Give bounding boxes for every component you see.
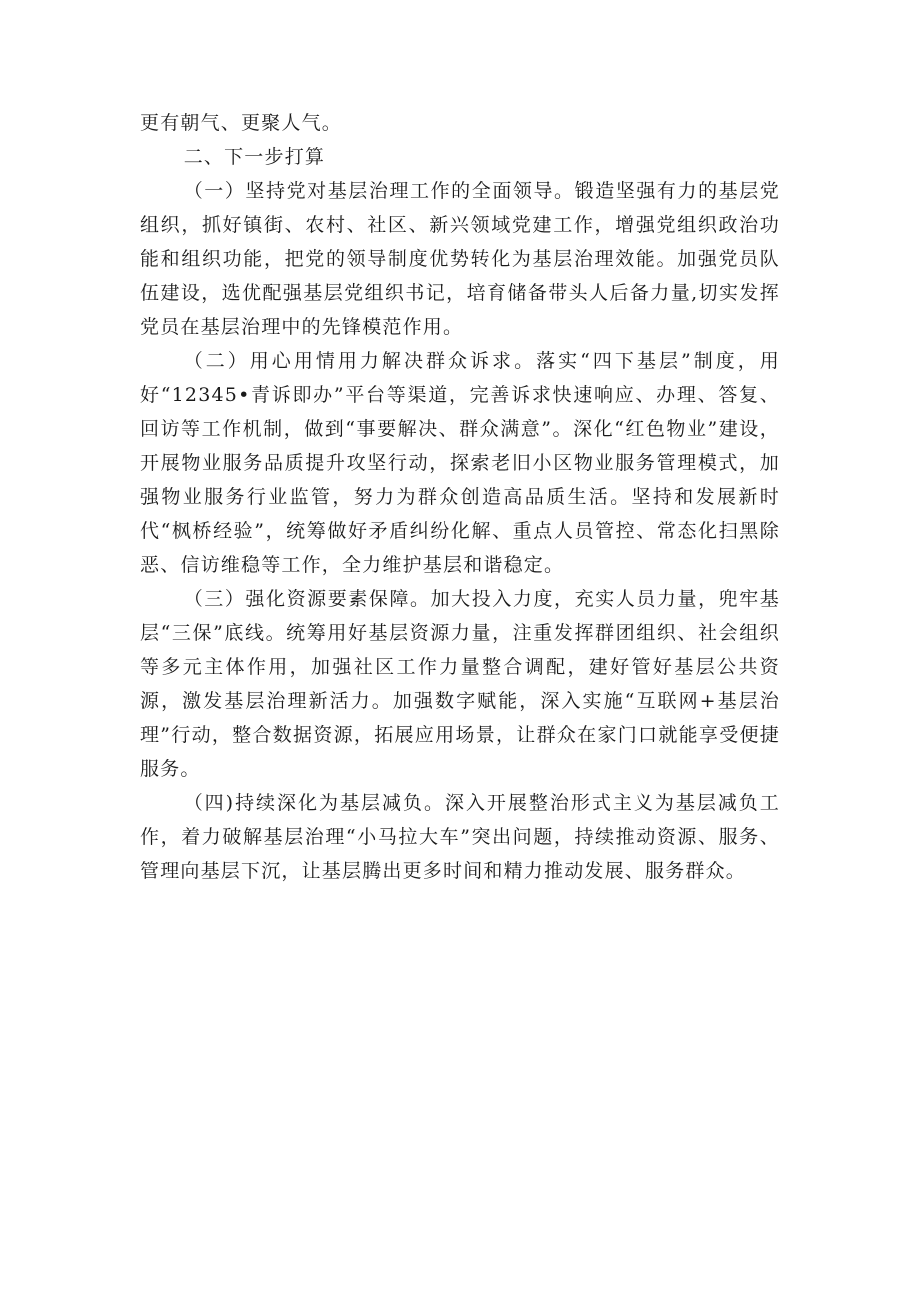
paragraph-1: （一）坚持党对基层治理工作的全面领导。锻造坚强有力的基层党组织，抓好镇街、农村、社区、新兴领域党建工作，增强党组织政治功能和组织功能，把党的领导制度优势转化为基层治理效能。加强党员队伍建设，选优配强基层党组织书记，培育储备带头人后备力量,切实发挥党员在基层治理中的先锋模范作用。: [140, 180, 780, 338]
paragraph-2: （二）用心用情用力解决群众诉求。落实“四下基层”制度，用好“12345•青诉即办”平台等渠道，完善诉求快速响应、办理、答复、回访等工作机制，做到“事要解决、群众满意”。深化“红色物业”建设，开展物业服务品质提升攻坚行动，探索老旧小区物业服务管理模式，加强物业服务行业监管，努力为群众创造高品质生活。坚持和发展新时代“枫桥经验”，统筹做好矛盾纠纷化解、重点人员管控、常态化扫黑除恶、信访维稳等工作，全力维护基层和谐稳定。: [140, 350, 780, 576]
continuation-text: 更有朝气、更聚人气。: [140, 112, 343, 134]
paragraph-4: （四)持续深化为基层减负。深入开展整治形式主义为基层减负工作，着力破解基层治理“小马拉大车”突出问题，持续推动资源、服务、管理向基层下沉，让基层腾出更多时间和精力推动发展、服务群众。: [140, 792, 780, 882]
section-heading: 二、下一步打算: [183, 146, 326, 168]
document-body: [140, 106, 780, 888]
paragraph-3: （三）强化资源要素保障。加大投入力度，充实人员力量，兜牢基层“三保”底线。统筹用好基层资源力量，注重发挥群团组织、社会组织等多元主体作用，加强社区工作力量整合调配，建好管好基层公共资源，激发基层治理新活力。加强数字赋能，深入实施“互联网+基层治理”行动，整合数据资源，拓展应用场景，让群众在家门口就能享受便捷服务。: [140, 588, 780, 780]
